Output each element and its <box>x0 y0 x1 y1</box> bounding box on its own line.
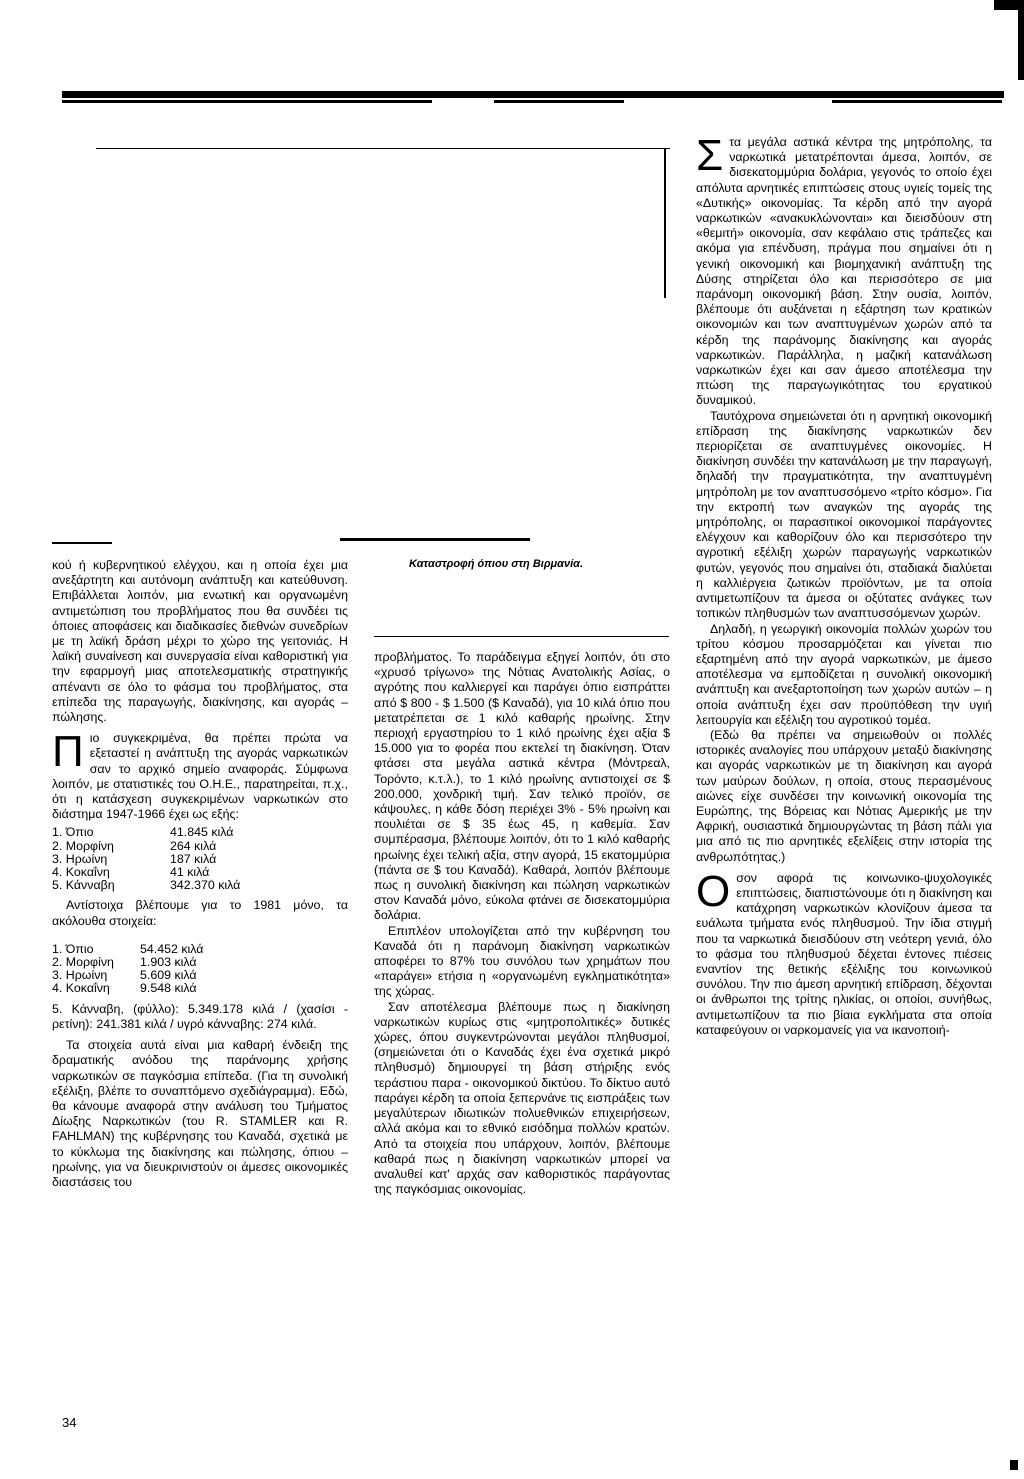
col1-paragraph-4: 5. Κάνναβη, (φύλλο): 5.349.178 κιλά / (χασίσι - ρετίνη): 241.381 κιλά / υγρό κάνναβης: 274 κιλά. <box>52 1001 348 1031</box>
col2-paragraph-1: προβλήματος. Το παράδειγμα εξηγεί λοιπόν, ότι στο «χρυσό τρίγωνο» της Νότιας Ανατολικής Ασίας, ο αγρότης που καλλιεργεί και παράγει όπιο εισπράττει από $ 800 - $ 1.500 ($ Καναδά), για 10 κιλά όπιο που μετατρέπεται σε 1 κιλό καθαρής ηρωίνης. Στην περιοχή εργαστηρίου το 1 κιλό ηρωίνης έχει αξία $ 15.000 για το φορέα που εκτελεί τη διακίνηση. Όταν φτάσει στα μεγάλα αστικά κέντρα (Μόντρεαλ, Τορόντο, κ.τ.λ.), το 1 κιλό ηρωίνης αντιστοιχεί σε $ 200.000, χονδρική τιμή. Σαν τελικό προϊόν, σε κάψουλες, η κάθε δόση περιέχει 3% - 5% ηρωίνη και πουλιέται σε $ 35 έως 45, η καθεμία. Σαν συμπέρασμα, βλέπουμε λοιπόν, ότι το 1 κιλό καθαρής ηρωίνης έχει τελική αξία, στην αγορά, 15 εκατομμύρια (πάντα σε $ του Καναδά). Καθαρά, λοιπόν βλέπουμε πως η συνολική διακίνηση και πώληση ναρκωτικών στον Καναδά μόνο, εύκολα φτάνει σε δισεκατομμύρια δολάρια. <box>374 650 670 923</box>
column-3 <box>696 131 992 1038</box>
col1-paragraph-2-text: ιο συγκεκριμένα, θα πρέπει πρώτα να εξεταστεί η ανάπτυξη της αγοράς ναρκωτικών σαν το αρχικό σημείο αναφοράς. Σύμφωνα λοιπόν, με στατιστικές του Ο.Η.Ε., παρατηρείται, π.χ., ότι η κατάσχεση συγκεκριμένων ναρκωτικών στο διάστημα 1947-1966 έχει ως εξής: <box>52 731 348 822</box>
col1-top-rule <box>52 542 112 544</box>
right-edge-mark <box>1018 0 1024 80</box>
bottom-right-mark <box>1010 1460 1018 1470</box>
photo-frame-rule-left <box>62 100 432 103</box>
caption-bottom-rule <box>374 636 669 637</box>
col3-paragraph-1 <box>696 131 992 409</box>
col2-paragraph-2: Επιπλέον υπολογίζεται από την κυβέρνηση του Καναδά ότι η παράνομη διακίνηση ναρκωτικών αποφέρει το 87% του συνόλου των χρημάτων που «παράγει» ετήσια η «οργανωμένη εγκληματικότητα» της χώρας. <box>374 923 670 999</box>
seizure-list-1981 <box>52 943 348 996</box>
list-item: 3. Ηρωίνη 187 κιλά <box>52 851 217 866</box>
photo-area-rule <box>96 148 670 149</box>
photo-area-right-edge <box>664 148 666 298</box>
dropcap: Π <box>52 727 84 777</box>
col1-paragraph-1: κού ή κυβερνητικού ελέγχου, και η οποία έχει μια ανεξάρτητη και αυτόνομη ανάπτυξη και κατεύθυνση. Επιβάλλεται λοιπόν, μια ενωτική και οργανωμένη αντιμετώπιση του προβλήματος που θα συνδέει τις όποιες αποφάσεις και διαδικασίες διεθνών συνεδρίων με τη λαϊκή δράση μέχρι το χώρο της γειτονιάς. Η λαϊκή συναίνεση και συνεργασία είναι καθοριστική για την εφαρμογή μιας αποτελεσματικής στρατηγικής απέναντι σε όλο το φάσμα του προβλήματος, στα επίπεδα της παραγωγής, διακίνησης, και αγοράς – πώλησης. <box>52 558 348 725</box>
list-item: 2. Μορφίνη 1.903 κιλά <box>52 955 197 970</box>
col3-paragraph-5-text: σον αφορά τις κοινωνικο-ψυχολογικές επιπτώσεις, διαπιστώνουμε ότι η διακίνηση και κατάχρηση ναρκωτικών κλονίζουν άμεσα τα ευάλωτα τμήματα ενός πληθυσμού. Την ίδια στιγμή που τα ναρκωτικά διεισδύουν στη νεότερη γενιά, όλο το φάσμα του πληθυσμού δέχεται έντονες πιέσεις εναντίον της θετικής εξέλιξης του κοινωνικού συνόλου. Την πιο άμεση αρνητική επίδραση, δέχονται οι άνθρωποι της τρίτης ηλικίας, οι οποίοι, συνήθως, αντιμετωπίζουν τα πιο βίαια εγκλήματα στα οποία καταφεύγουν οι ναρκομανείς για να ικανοποιή- <box>696 870 992 1037</box>
list-item: 3. Ηρωίνη 5.609 κιλά <box>52 968 197 983</box>
list-item: 4. Κοκαΐνη 9.548 κιλά <box>52 981 197 996</box>
column-2 <box>374 650 670 1197</box>
photo-frame-rule-right <box>832 100 1002 103</box>
column-1 <box>52 558 348 1190</box>
page-number: 34 <box>62 1415 77 1430</box>
col3-paragraph-5 <box>696 866 992 1038</box>
dropcap: Σ <box>696 131 724 180</box>
col3-paragraph-1-text: τα μεγάλα αστικά κέντρα της μητρόπολης, τα ναρκωτικά μετατρέπονται άμεσα, λοιπόν, σε δισεκατομμύρια δολάρια, γεγονός το οποίο έχει απόλυτα αρνητικές επιπτώσεις στους υγιείς τομείς της «Δυτικής» οικονομίας. Τα κέρδη από την αγορά ναρκωτικών «ανακυκλώνονται» και διεισδύουν στη «θεμιτή» οικονομία, σαν κεφάλαιο στις τράπεζες και ακόμα για επένδυση, πράγμα που σημαίνει ότι η γενική οικονομική και βιομηχανική ανάπτυξη της Δύσης στηρίζεται όλο και περισσότερο σε μια παράνομη οικονομική βάση. Στην ουσία, λοιπόν, βλέπουμε ότι αυξάνεται η εξάρτηση των κρατικών οικονομιών και των αναπτυγμένων χωρών από τα κέρδη της παράνομης διακίνησης και αγοράς ναρκωτικών. Παράλληλα, η μαζική κατανάλωση ναρκωτικών έχει και σαν άμεσο αποτέλεσμα την πτώση της παραγωγικότητας του εργατικού δυναμικού. <box>696 135 992 408</box>
col3-paragraph-2: Ταυτόχρονα σημειώνεται ότι η αρνητική οικονομική επίδραση της διακίνησης ναρκωτικών δεν περιορίζεται σε αναπτυγμένες οικονομίες. Η διακίνηση συνδέει την κατανάλωση με την παραγωγή, δηλαδή την πραγματικότητα, την αναπτυγμένη μητρόπολη με τον αναπτυσσόμενο «τρίτο κόσμο». Για την εκτροπή των αναγκών της αγοράς της μητρόπολης, οι παρασιτικοί οικονομικοί παράγοντες ελέγχουν και καθορίζουν όλο και περισσότερο την αγροτική εξέλιξη χωρών παραγωγής ναρκωτικών φυτών, γεγονός που σημαίνει ότι, σταδιακά διαλύεται η καλλιέργεια ζωτικών προϊόντων, με τα οποία αντιμετωπίζουν τα άμεσα οι οξύτατες ανάγκες των τοπικών πληθυσμών των αναπτυσσόμενων χωρών. <box>696 408 992 621</box>
photo-frame-rule-mid <box>494 100 624 103</box>
col3-paragraph-3: Δηλαδή, η γεωργική οικονομία πολλών χωρών του τρίτου κόσμου προσαρμόζεται και γίνεται πιο εξαρτημένη από την αγορά ναρκωτικών, με άμεσο αποτέλεσμα να εμποδίζεται η συνολική οικονομική ανάπτυξη και ανεξαρτοποίηση των χωρών αυτών – η οποία ανάπτυξη έχει σαν προϋπόθεση την υγιή λειτουργία και εξέλιξη του αγροτικού τομέα. <box>696 621 992 727</box>
col1-paragraph-3: Αντίστοιχα βλέπουμε για το 1981 μόνο, τα ακόλουθα στοιχεία: <box>52 898 348 928</box>
photo-caption: Καταστροφή όπιου στη Βιρμανία. <box>409 558 583 570</box>
caption-top-rule <box>340 538 530 541</box>
list-item: 5. Κάνναβη 342.370 κιλά <box>52 878 241 893</box>
dropcap: Ο <box>696 866 731 916</box>
col2-paragraph-3: Σαν αποτέλεσμα βλέπουμε πως η διακίνηση ναρκωτικών κυρίως στις «μητροπολιτικές» δυτικές χώρες, όπου συγκεντρώνονται μεγάλοι πληθυσμοί, (σημειώνεται ότι ο Καναδάς έχει ένα σχετικά μικρό πληθυσμό) δημιουργεί τη βάση στήριξης ενός τεράστιου παρα - οικονομικού δικτύου. Το δίκτυο αυτό παράγει κέρδη τα οποία ξεπερνάνε τις εισπράξεις των μεγαλύτερων ιδιωτικών πολυεθνικών επιχειρήσεων, αλλά ακόμα και το εθνικό εισόδημα πολλών κρατών. Από τα στοιχεία που υπάρχουν, λοιπόν, βλέπουμε καθαρά πως η διακίνηση ναρκωτικών μπορεί να αναλυθεί κατ' αρχάς σαν καθοριστικός παράγοντας της παγκόσμιας οικονομίας. <box>374 999 670 1197</box>
col1-paragraph-2 <box>52 727 348 822</box>
col1-paragraph-5: Τα στοιχεία αυτά είναι μια καθαρή ένδειξη της δραματικής ανόδου της παράνομης χρήσης ναρκωτικών σε παγκόσμια επίπεδα. (Για τη συνολική εξέλιξη, βλέπε το συναπτόμενο σχεδιάγραμμα). Εδώ, θα κάνουμε αναφορά στην ανάλυση του Τμήματος Δίωξης Ναρκωτικών (του R. STAMLER και R. FAHLMAN) της κυβέρνησης του Καναδά, σχετικά με το κύκλωμα της διακίνησης και πώλησης, όπιου – ηρωίνης, για να διευκρινιστούν οι άμεσες οικονομικές διαστάσεις του <box>52 1038 348 1189</box>
list-item: 2. Μορφίνη 264 κιλά <box>52 838 217 853</box>
list-item: 1. Όπιο 41.845 κιλά <box>52 825 234 840</box>
list-item: 4. Κοκαΐνη 41 κιλά <box>52 865 210 880</box>
list-item: 1. Όπιο 54.452 κιλά <box>52 941 204 956</box>
col3-paragraph-4: (Εδώ θα πρέπει να σημειωθούν οι πολλές ιστορικές αναλογίες που υπάρχουν μεταξύ διακίνησης και αγοράς ναρκωτικών με τη διακίνηση και αγορά των μαύρων δούλων, η οποία, στους περασμένους αιώνες είχε συνδέσει την κοινωνική οικονομία της Ευρώπης, της Βόρειας και Νότιας Αμερικής με την Αφρική, ουσιαστικά δημιουργώντας τη βάση πάλι για μια από τις πιο αρνητικές εξελίξεις στην ιστορία της ανθρωπότητας.) <box>696 727 992 864</box>
seizure-list-1947-1966 <box>52 826 348 892</box>
photo-frame-top-rule <box>62 91 1004 98</box>
